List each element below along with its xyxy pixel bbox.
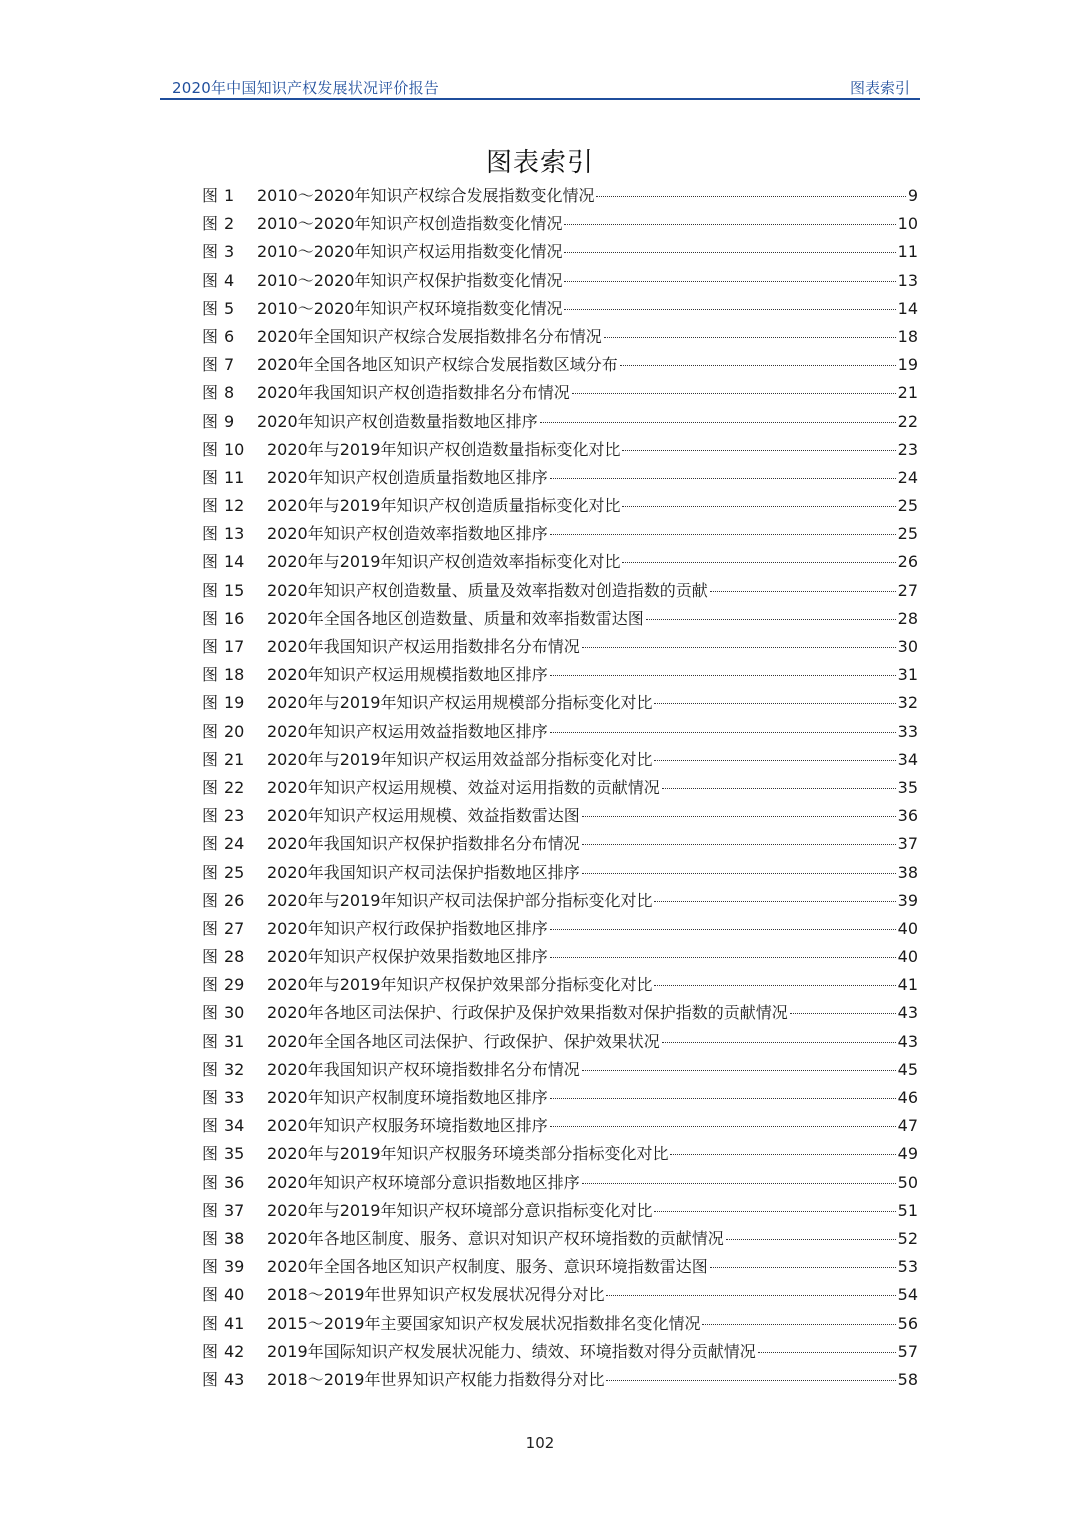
toc-entry-number: 23 <box>224 806 245 826</box>
toc-leader-dots <box>540 422 896 423</box>
toc-entry[interactable] <box>202 1197 918 1225</box>
toc-entry-label: 图 <box>202 270 219 290</box>
toc-entry[interactable] <box>202 379 918 407</box>
toc-entry-label: 图 <box>202 411 219 431</box>
toc-entry-title: 2018～2019年世界知识产权发展状况得分对比 <box>267 1285 605 1305</box>
toc-entry-label: 图 <box>202 806 219 826</box>
toc-leader-dots <box>606 1380 895 1381</box>
toc-entry[interactable] <box>202 605 918 633</box>
toc-entry-page: 27 <box>897 580 918 600</box>
toc-entry-number: 37 <box>224 1200 245 1220</box>
toc-entry-page: 21 <box>897 383 918 403</box>
toc-leader-dots <box>654 901 895 902</box>
toc-entry-number: 39 <box>224 1257 245 1277</box>
toc-entry[interactable] <box>202 971 918 999</box>
toc-leader-dots <box>572 393 896 394</box>
toc-leader-dots <box>646 619 896 620</box>
toc-entry-label: 图 <box>202 467 219 487</box>
toc-entry-title: 2020年与2019年知识产权服务环境类部分指标变化对比 <box>267 1144 669 1164</box>
toc-entry-page: 45 <box>897 1059 918 1079</box>
toc-leader-dots <box>620 365 896 366</box>
toc-entry[interactable] <box>202 830 918 858</box>
toc-entry-number: 20 <box>224 721 245 741</box>
toc-entry[interactable] <box>202 746 918 774</box>
toc-entry[interactable] <box>202 1028 918 1056</box>
toc-leader-dots <box>550 929 896 930</box>
toc-entry[interactable] <box>202 520 918 548</box>
toc-entry-title: 2019年国际知识产权发展状况能力、绩效、环境指数对得分贡献情况 <box>267 1341 756 1361</box>
toc-entry[interactable] <box>202 548 918 576</box>
toc-leader-dots <box>662 1042 896 1043</box>
toc-entry-page: 14 <box>897 298 918 318</box>
toc-entry[interactable] <box>202 915 918 943</box>
toc-leader-dots <box>550 1126 896 1127</box>
toc-entry-title: 2020年知识产权保护效果指数地区排序 <box>267 947 548 967</box>
toc-leader-dots <box>564 281 895 282</box>
toc-entry-label: 图 <box>202 890 219 910</box>
toc-entry-number: 13 <box>224 524 245 544</box>
toc-entry-label: 图 <box>202 326 219 346</box>
toc-entry[interactable] <box>202 408 918 436</box>
toc-entry-title: 2020年与2019年知识产权司法保护部分指标变化对比 <box>267 890 653 910</box>
toc-leader-dots <box>622 562 895 563</box>
toc-leader-dots <box>564 224 895 225</box>
toc-entry-title: 2020年知识产权环境部分意识指数地区排序 <box>267 1172 580 1192</box>
header-section-name: 图表索引 <box>849 79 910 97</box>
toc-entry-title: 2020年知识产权运用规模、效益对运用指数的贡献情况 <box>267 777 660 797</box>
toc-entry-number: 15 <box>224 580 245 600</box>
toc-entry-title: 2020年我国知识产权创造指数排名分布情况 <box>257 383 570 403</box>
toc-entry-title: 2010～2020年知识产权运用指数变化情况 <box>257 242 563 262</box>
toc-entry-label: 图 <box>202 298 219 318</box>
toc-entry-page: 49 <box>897 1144 918 1164</box>
toc-entry-number: 12 <box>224 496 245 516</box>
toc-entry-title: 2020年与2019年知识产权环境部分意识指标变化对比 <box>267 1200 653 1220</box>
toc-entry[interactable] <box>202 1112 918 1140</box>
running-header <box>160 76 920 100</box>
toc-entry[interactable] <box>202 295 918 323</box>
toc-entry-page: 30 <box>897 637 918 656</box>
toc-entry-page: 25 <box>897 496 918 516</box>
toc-entry-label: 图 <box>202 1003 219 1023</box>
toc-entry-label: 图 <box>202 439 219 459</box>
toc-entry-title: 2020年知识产权创造质量指数地区排序 <box>267 467 548 487</box>
toc-entry-number: 14 <box>224 552 245 572</box>
toc-entry-page: 19 <box>897 355 918 375</box>
toc-entry[interactable] <box>202 1084 918 1112</box>
toc-leader-dots <box>550 534 896 535</box>
toc-entry-page: 18 <box>897 326 918 346</box>
toc-entry-label: 图 <box>202 749 219 769</box>
toc-entry-title: 2020年全国各地区知识产权制度、服务、意识环境指数雷达图 <box>267 1257 708 1277</box>
toc-entry-page: 36 <box>897 806 918 826</box>
toc-entry[interactable] <box>202 323 918 351</box>
toc-entry-title: 2020年我国知识产权保护指数排名分布情况 <box>267 834 580 854</box>
toc-entry[interactable] <box>202 267 918 295</box>
toc-entry-page: 24 <box>897 467 918 487</box>
toc-entry-title: 2020年知识产权创造数量、质量及效率指数对创造指数的贡献 <box>267 580 708 600</box>
toc-entry-label: 图 <box>202 580 219 600</box>
toc-entry-number: 32 <box>224 1059 245 1079</box>
toc-leader-dots <box>622 450 895 451</box>
toc-leader-dots <box>596 196 905 197</box>
toc-entry-page: 46 <box>897 1088 918 1107</box>
toc-entry-label: 图 <box>202 1200 219 1220</box>
toc-entry-page: 54 <box>897 1285 918 1305</box>
toc-entry[interactable] <box>202 577 918 605</box>
toc-entry[interactable] <box>202 1310 918 1338</box>
toc-entry-label: 图 <box>202 552 219 572</box>
toc-entry-title: 2020年知识产权运用效益指数地区排序 <box>267 721 548 741</box>
toc-leader-dots <box>582 873 896 874</box>
toc-entry-label: 图 <box>202 1341 219 1361</box>
toc-entry[interactable] <box>202 802 918 830</box>
toc-entry-label: 图 <box>202 834 219 854</box>
toc-entry[interactable] <box>202 464 918 492</box>
toc-entry-page: 57 <box>897 1341 918 1361</box>
toc-entry[interactable] <box>202 351 918 379</box>
toc-entry-number: 24 <box>224 834 245 854</box>
toc-entry-page: 51 <box>897 1200 918 1220</box>
toc-entry[interactable] <box>202 887 918 915</box>
toc-entry-number: 5 <box>224 298 235 318</box>
toc-entry[interactable] <box>202 633 918 661</box>
toc-entry-number: 30 <box>224 1003 245 1023</box>
toc-entry-title: 2010～2020年知识产权综合发展指数变化情况 <box>257 186 595 205</box>
toc-entry-page: 23 <box>897 439 918 459</box>
toc-entry-label: 图 <box>202 242 219 262</box>
toc-entry-number: 41 <box>224 1313 245 1333</box>
toc-entry[interactable] <box>202 492 918 520</box>
toc-entry[interactable] <box>202 1056 918 1084</box>
toc-entry-label: 图 <box>202 355 219 375</box>
toc-leader-dots <box>790 1013 896 1014</box>
toc-entry-number: 25 <box>224 862 245 882</box>
toc-entry-label: 图 <box>202 637 219 656</box>
toc-entry-number: 29 <box>224 975 245 995</box>
toc-entry-page: 33 <box>897 721 918 741</box>
toc-leader-dots <box>662 788 896 789</box>
toc-entry-title: 2020年知识产权运用规模指数地区排序 <box>267 665 548 685</box>
toc-entry-title: 2020年各地区司法保护、行政保护及保护效果指数对保护指数的贡献情况 <box>267 1003 788 1023</box>
toc-entry-title: 2020年知识产权创造效率指数地区排序 <box>267 524 548 544</box>
toc-entry-page: 50 <box>897 1172 918 1192</box>
toc-entry[interactable] <box>202 238 918 266</box>
toc-entry[interactable] <box>202 182 918 210</box>
toc-entry-page: 40 <box>897 918 918 938</box>
toc-entry-page: 9 <box>907 186 918 205</box>
toc-entry-title: 2020年与2019年知识产权创造数量指标变化对比 <box>267 439 621 459</box>
toc-entry-title: 2018～2019年世界知识产权能力指数得分对比 <box>267 1369 605 1389</box>
toc-leader-dots <box>702 1324 895 1325</box>
toc-entry-number: 3 <box>224 242 235 262</box>
toc-entry-title: 2020年与2019年知识产权创造效率指标变化对比 <box>267 552 621 572</box>
page-number: 102 <box>525 1434 555 1452</box>
toc-entry[interactable] <box>202 774 918 802</box>
toc-entry-number: 33 <box>224 1088 245 1107</box>
toc-entry-label: 图 <box>202 1313 219 1333</box>
toc-entry-number: 22 <box>224 777 245 797</box>
toc-entry-page: 41 <box>897 975 918 995</box>
toc-entry-title: 2020年全国各地区司法保护、行政保护、保护效果状况 <box>267 1031 660 1051</box>
toc-entry-number: 7 <box>224 355 235 375</box>
toc-entry-number: 4 <box>224 270 235 290</box>
toc-entry[interactable] <box>202 1140 918 1168</box>
toc-leader-dots <box>582 647 896 648</box>
toc-entry-label: 图 <box>202 693 219 713</box>
toc-entry-title: 2010～2020年知识产权创造指数变化情况 <box>257 214 563 234</box>
toc-entry-page: 43 <box>897 1031 918 1051</box>
toc-entry-number: 31 <box>224 1031 245 1051</box>
toc-entry-page: 39 <box>897 890 918 910</box>
toc-leader-dots <box>710 1267 896 1268</box>
toc-entry-page: 58 <box>897 1369 918 1389</box>
toc-entry-title: 2020年知识产权制度环境指数地区排序 <box>267 1088 548 1107</box>
toc-leader-dots <box>654 760 895 761</box>
toc-entry-page: 32 <box>897 693 918 713</box>
toc-entry-title: 2020年我国知识产权司法保护指数地区排序 <box>267 862 580 882</box>
toc-entry-number: 36 <box>224 1172 245 1192</box>
toc-entry-page: 52 <box>897 1228 918 1248</box>
toc-leader-dots <box>564 309 895 310</box>
toc-entry-title: 2020年全国各地区创造数量、质量和效率指数雷达图 <box>267 608 644 628</box>
toc-leader-dots <box>654 703 895 704</box>
figure-index-list <box>202 182 918 1394</box>
toc-entry-title: 2020年与2019年知识产权保护效果部分指标变化对比 <box>267 975 653 995</box>
toc-entry-page: 47 <box>897 1116 918 1136</box>
toc-entry-number: 38 <box>224 1228 245 1248</box>
toc-entry-label: 图 <box>202 1088 219 1107</box>
toc-entry-number: 11 <box>224 467 245 487</box>
toc-entry-title: 2010～2020年知识产权环境指数变化情况 <box>257 298 563 318</box>
toc-entry-page: 53 <box>897 1257 918 1277</box>
toc-entry-page: 11 <box>897 242 918 262</box>
header-report-title: 2020年中国知识产权发展状况评价报告 <box>172 79 439 97</box>
toc-entry-title: 2020年全国知识产权综合发展指数排名分布情况 <box>257 326 602 346</box>
toc-entry[interactable] <box>202 661 918 689</box>
toc-entry-label: 图 <box>202 608 219 628</box>
toc-leader-dots <box>582 1183 896 1184</box>
toc-entry-page: 26 <box>897 552 918 572</box>
toc-entry-title: 2020年知识产权创造数量指数地区排序 <box>257 411 538 431</box>
toc-entry-title: 2020年知识产权服务环境指数地区排序 <box>267 1116 548 1136</box>
toc-entry-page: 25 <box>897 524 918 544</box>
toc-entry-number: 43 <box>224 1369 245 1389</box>
toc-entry-number: 10 <box>224 439 245 459</box>
toc-entry-number: 21 <box>224 749 245 769</box>
toc-leader-dots <box>670 1154 895 1155</box>
toc-entry[interactable] <box>202 1169 918 1197</box>
toc-entry-title: 2020年知识产权运用规模、效益指数雷达图 <box>267 806 580 826</box>
toc-entry-page: 28 <box>897 608 918 628</box>
toc-entry-number: 9 <box>224 411 235 431</box>
toc-entry-label: 图 <box>202 777 219 797</box>
toc-entry[interactable] <box>202 718 918 746</box>
toc-entry-label: 图 <box>202 383 219 403</box>
toc-entry-label: 图 <box>202 214 219 234</box>
toc-entry[interactable] <box>202 943 918 971</box>
toc-entry[interactable] <box>202 1338 918 1366</box>
toc-entry-number: 42 <box>224 1341 245 1361</box>
toc-entry-page: 38 <box>897 862 918 882</box>
toc-entry-title: 2020年全国各地区知识产权综合发展指数区域分布 <box>257 355 618 375</box>
toc-entry[interactable] <box>202 210 918 238</box>
toc-leader-dots <box>606 1295 895 1296</box>
toc-entry[interactable] <box>202 1253 918 1281</box>
toc-entry-page: 34 <box>897 749 918 769</box>
toc-entry-title: 2010～2020年知识产权保护指数变化情况 <box>257 270 563 290</box>
toc-entry-label: 图 <box>202 975 219 995</box>
toc-leader-dots <box>582 816 896 817</box>
toc-leader-dots <box>604 337 896 338</box>
toc-entry-page: 35 <box>897 777 918 797</box>
toc-entry-label: 图 <box>202 918 219 938</box>
toc-entry-title: 2020年与2019年知识产权创造质量指标变化对比 <box>267 496 621 516</box>
toc-entry[interactable] <box>202 1281 918 1309</box>
toc-entry-label: 图 <box>202 496 219 516</box>
toc-leader-dots <box>654 985 895 986</box>
toc-leader-dots <box>550 675 896 676</box>
toc-entry[interactable] <box>202 1366 918 1394</box>
toc-leader-dots <box>564 252 895 253</box>
toc-entry-number: 26 <box>224 890 245 910</box>
toc-entry[interactable] <box>202 689 918 717</box>
toc-entry-number: 35 <box>224 1144 245 1164</box>
toc-entry[interactable] <box>202 859 918 887</box>
toc-entry-label: 图 <box>202 1369 219 1389</box>
toc-entry-number: 34 <box>224 1116 245 1136</box>
toc-entry-number: 19 <box>224 693 245 713</box>
toc-entry-number: 17 <box>224 637 245 656</box>
toc-entry-number: 2 <box>224 214 235 234</box>
toc-entry-label: 图 <box>202 947 219 967</box>
toc-entry-label: 图 <box>202 1257 219 1277</box>
toc-leader-dots <box>758 1352 896 1353</box>
toc-leader-dots <box>654 1211 895 1212</box>
toc-leader-dots <box>550 1098 896 1099</box>
toc-entry-number: 6 <box>224 326 235 346</box>
toc-entry-number: 1 <box>224 186 235 205</box>
toc-entry[interactable] <box>202 999 918 1027</box>
toc-entry[interactable] <box>202 1225 918 1253</box>
toc-entry-number: 18 <box>224 665 245 685</box>
toc-leader-dots <box>710 591 896 592</box>
toc-entry-label: 图 <box>202 1144 219 1164</box>
toc-entry-label: 图 <box>202 1031 219 1051</box>
toc-entry-number: 40 <box>224 1285 245 1305</box>
toc-entry-label: 图 <box>202 1172 219 1192</box>
toc-leader-dots <box>582 1070 896 1071</box>
toc-entry-title: 2020年我国知识产权环境指数排名分布情况 <box>267 1059 580 1079</box>
toc-entry-page: 22 <box>897 411 918 431</box>
toc-entry-label: 图 <box>202 1116 219 1136</box>
toc-entry[interactable] <box>202 436 918 464</box>
toc-entry-page: 37 <box>897 834 918 854</box>
toc-leader-dots <box>550 732 896 733</box>
toc-entry-title: 2020年与2019年知识产权运用效益部分指标变化对比 <box>267 749 653 769</box>
toc-entry-label: 图 <box>202 721 219 741</box>
toc-leader-dots <box>582 844 896 845</box>
toc-entry-title: 2020年知识产权行政保护指数地区排序 <box>267 918 548 938</box>
toc-entry-label: 图 <box>202 862 219 882</box>
toc-leader-dots <box>550 957 896 958</box>
toc-leader-dots <box>622 506 895 507</box>
toc-entry-number: 27 <box>224 918 245 938</box>
toc-entry-page: 31 <box>897 665 918 685</box>
toc-entry-number: 8 <box>224 383 235 403</box>
toc-entry-label: 图 <box>202 1059 219 1079</box>
toc-entry-label: 图 <box>202 186 219 205</box>
toc-entry-label: 图 <box>202 1285 219 1305</box>
toc-entry-page: 13 <box>897 270 918 290</box>
toc-entry-number: 16 <box>224 608 245 628</box>
toc-entry-label: 图 <box>202 1228 219 1248</box>
toc-leader-dots <box>726 1239 896 1240</box>
toc-entry-title: 2020年与2019年知识产权运用规模部分指标变化对比 <box>267 693 653 713</box>
toc-leader-dots <box>550 478 896 479</box>
toc-entry-page: 43 <box>897 1003 918 1023</box>
toc-entry-label: 图 <box>202 665 219 685</box>
toc-entry-title: 2020年我国知识产权运用指数排名分布情况 <box>267 637 580 656</box>
page-title: 图表索引 <box>485 148 594 178</box>
toc-entry-number: 28 <box>224 947 245 967</box>
toc-entry-page: 56 <box>897 1313 918 1333</box>
toc-entry-label: 图 <box>202 524 219 544</box>
toc-entry-title: 2015～2019年主要国家知识产权发展状况指数排名变化情况 <box>267 1313 701 1333</box>
toc-entry-page: 40 <box>897 947 918 967</box>
toc-entry-page: 10 <box>897 214 918 234</box>
toc-entry-title: 2020年各地区制度、服务、意识对知识产权环境指数的贡献情况 <box>267 1228 724 1248</box>
